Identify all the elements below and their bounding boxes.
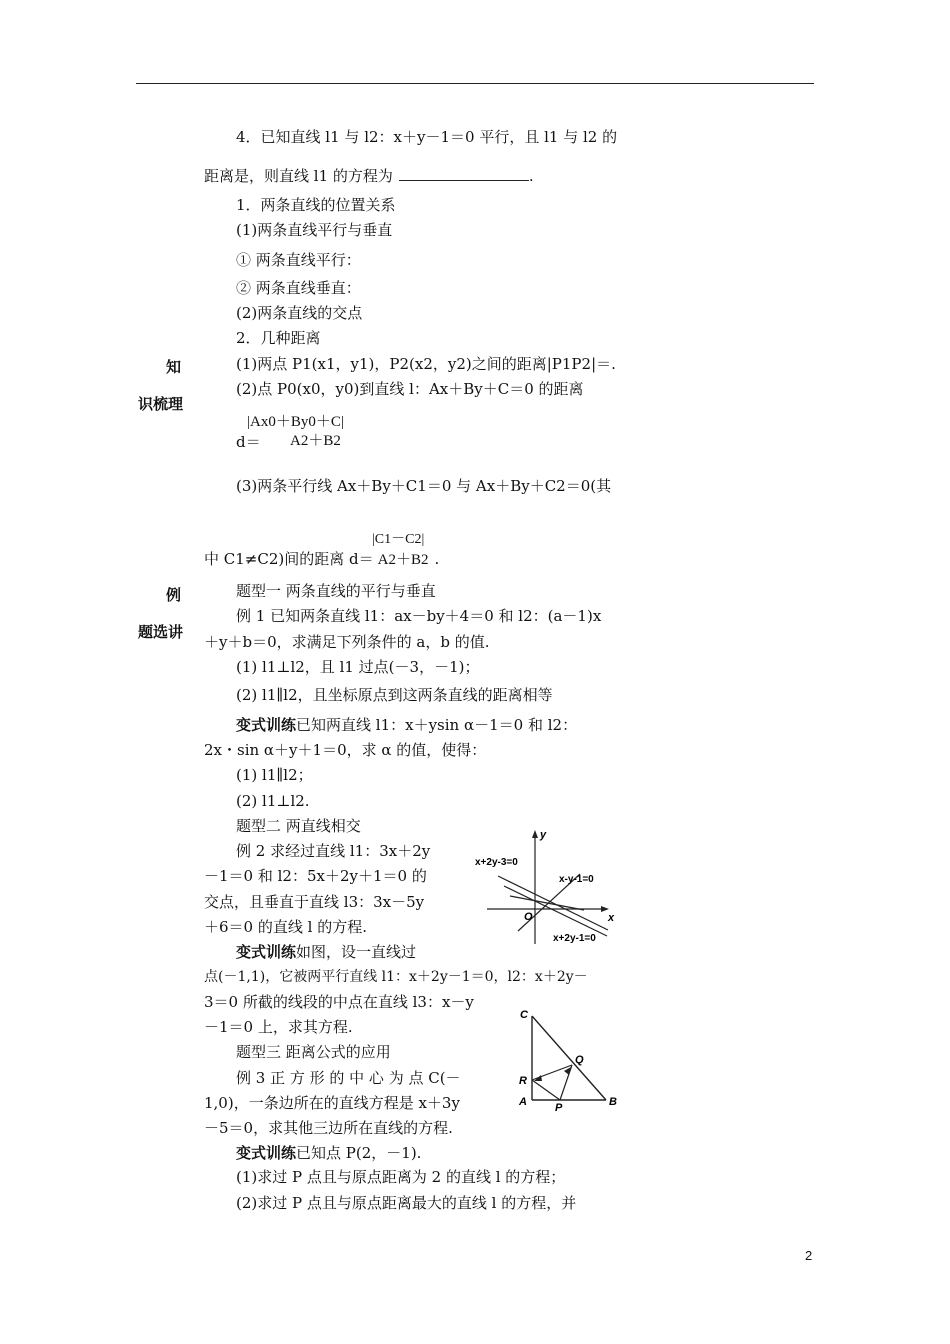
x-axis-label: x	[608, 912, 615, 924]
topic-1-heading: 题型一 两条直线的平行与垂直	[236, 582, 436, 600]
formula-2-numerator: |C1－C2|	[372, 532, 425, 547]
variant-1-part-2: (2) l1⊥l2.	[236, 792, 310, 810]
question-4-line-1: 4．已知直线 l1 与 l2：x＋y－1＝0 平行，且 l1 与 l2 的	[236, 128, 618, 146]
side-label-knowledge-1: 知	[166, 358, 182, 376]
example-3-line-2: 1,0)，一条边所在的直线方程是 x＋3y	[204, 1094, 460, 1112]
variant-2-line-3: 3＝0 所截的线段的中点在直线 l3：x－y	[204, 993, 474, 1011]
formula-1-lhs: d＝	[236, 433, 261, 451]
variant-2-label: 变式训练	[236, 943, 297, 961]
point-a-label: A	[519, 1096, 527, 1108]
arrow-r	[534, 1075, 542, 1081]
knowledge-item-1-2: (2)两条直线的交点	[236, 304, 363, 322]
point-r-label: R	[519, 1075, 527, 1087]
question-4-period: .	[528, 167, 534, 185]
variant-3-line-1	[236, 1144, 421, 1162]
answer-blank	[399, 166, 529, 181]
origin-label: O	[524, 911, 533, 923]
formula-2-denominator: A2＋B2	[377, 552, 429, 568]
variant-3-label: 变式训练	[236, 1144, 297, 1162]
page-number: 2	[805, 1248, 813, 1263]
y-axis-label: y	[540, 829, 547, 841]
example-1-line-1: 例 1 已知两条直线 l1：ax－by＋4＝0 和 l2：(a－1)x	[236, 607, 602, 625]
side-label-knowledge-2: 识梳理	[138, 395, 184, 413]
example-1-line-2: ＋y＋b＝0，求满足下列条件的 a，b 的值.	[204, 633, 490, 651]
example-2-line-2: －1＝0 和 l2：5x＋2y＋1＝0 的	[204, 867, 427, 885]
knowledge-heading-1: 1．两条直线的位置关系	[236, 196, 396, 214]
side-label-examples-2: 题选讲	[138, 623, 184, 641]
formula-2-period: .	[434, 550, 440, 568]
header-rule	[136, 83, 814, 84]
variant-2-line-4: －1＝0 上，求其方程.	[204, 1018, 353, 1036]
variant-3-text: 已知点 P(2，－1).	[296, 1144, 422, 1162]
formula-1-denominator: A2＋B2	[290, 433, 341, 449]
question-4-line-2	[204, 166, 534, 185]
label-x-2y-1: x+2y-1=0	[553, 933, 596, 944]
knowledge-item-2-2: (2)点 P0(x0，y0)到直线 l：Ax＋By＋C＝0 的距离	[236, 380, 584, 398]
formula-2-prefix: 中 C1≠C2)间的距离 d＝	[204, 550, 374, 568]
line-x-2y-1	[504, 886, 607, 936]
transversal-line	[510, 896, 584, 910]
variant-2-line-1	[236, 943, 416, 961]
label-x-2y-3: x+2y-3=0	[475, 857, 518, 868]
label-x-y-1: x-y-1=0	[559, 874, 594, 885]
point-q-label: Q	[575, 1054, 584, 1066]
example-2-line-1: 例 2 求经过直线 l1：3x＋2y	[236, 842, 431, 860]
formula-2-line	[204, 550, 439, 569]
example-3-line-1: 例 3 正 方 形 的 中 心 为 点 C(－	[236, 1069, 461, 1087]
knowledge-item-1-1: (1)两条直线平行与垂直	[236, 221, 393, 239]
variant-1-text: 已知两直线 l1：x＋ysin α－1＝0 和 l2：	[296, 716, 578, 734]
variant-2-line-2: 点(－1,1)，它被两平行直线 l1：x＋2y－1＝0，l2：x＋2y－	[204, 969, 588, 985]
example-2-line-4: ＋6＝0 的直线 l 的方程.	[204, 918, 367, 936]
variant-2-text: 如图，设一直线过	[296, 943, 417, 961]
point-b-label: B	[609, 1096, 617, 1108]
knowledge-item-2-3: (3)两条平行线 Ax＋By＋C1＝0 与 Ax＋By＋C2＝0(其	[236, 477, 612, 495]
example-1-part-1: (1) l1⊥l2，且 l1 过点(－3，－1)；	[236, 658, 480, 676]
figure-triangle	[514, 1008, 624, 1116]
variant-1-label: 变式训练	[236, 716, 297, 734]
variant-1-line-1	[236, 716, 577, 734]
point-c-label: C	[520, 1009, 528, 1021]
figure-parallel-lines	[470, 826, 620, 946]
topic-3-heading: 题型三 距离公式的应用	[236, 1043, 391, 1061]
formula-1-numerator: |Ax0＋By0＋C|	[247, 414, 344, 430]
question-4-text: 距离是，则直线 l1 的方程为	[204, 167, 393, 185]
segment-pr	[532, 1080, 560, 1100]
variant-1-part-1: (1) l1∥l2；	[236, 766, 313, 784]
y-axis-arrow	[532, 830, 538, 838]
point-p-label: P	[555, 1102, 563, 1114]
knowledge-item-2-1: (1)两点 P1(x1，y1)，P2(x2，y2)之间的距离|P1P2|＝.	[236, 355, 616, 373]
side-label-examples-1: 例	[166, 586, 182, 604]
variant-3-part-1: (1)求过 P 点且与原点距离为 2 的直线 l 的方程；	[236, 1168, 566, 1186]
variant-3-part-2: (2)求过 P 点且与原点距离最大的直线 l 的方程，并	[236, 1194, 577, 1212]
knowledge-heading-2: 2．几种距离	[236, 329, 321, 347]
knowledge-item-1-1a: ① 两条直线平行：	[236, 251, 361, 269]
topic-2-heading: 题型二 两直线相交	[236, 817, 361, 835]
example-2-line-3: 交点，且垂直于直线 l3：3x－5y	[204, 893, 425, 911]
variant-1-line-2: 2x・sin α＋y＋1＝0，求 α 的值，使得：	[204, 741, 487, 759]
example-3-line-3: －5＝0，求其他三边所在直线的方程.	[204, 1119, 453, 1137]
knowledge-item-1-1b: ② 两条直线垂直：	[236, 279, 361, 297]
example-1-part-2: (2) l1∥l2，且坐标原点到这两条直线的距离相等	[236, 686, 553, 704]
